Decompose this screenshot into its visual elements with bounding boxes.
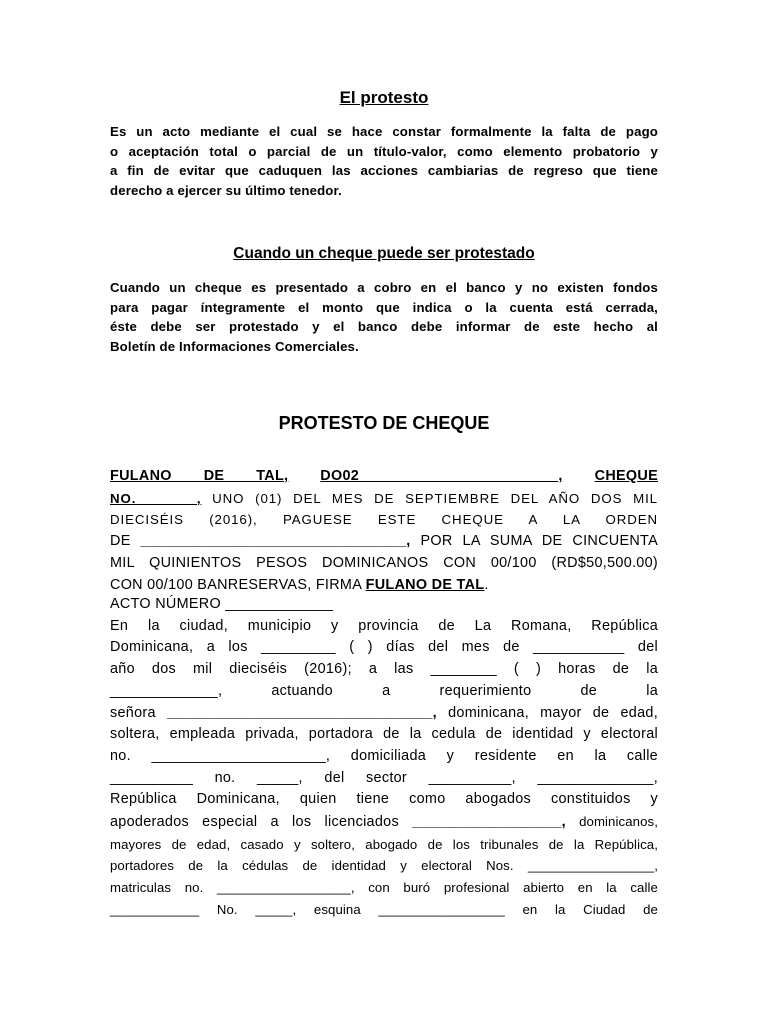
paragraph-line: mayores de edad, casado y soltero, abogado de los tribunales de la República, (110, 836, 658, 852)
paragraph-line: éste debe ser protestado y el banco debe informar de este hecho al (110, 319, 658, 335)
cheque-number: NO. ______, (110, 490, 202, 506)
cheque-date: UNO (01) DEL MES DE SEPTIEMBRE DEL AÑO DOS MIL (212, 490, 658, 506)
paragraph-line: derecho a ejercer su último tenedor. (110, 183, 342, 199)
paragraph-line (110, 703, 658, 725)
paragraph-line: __________ no. _____, del sector __________, ______________, (110, 769, 658, 786)
senora-label: señora (110, 704, 156, 721)
cheque-label: CHEQUE (594, 468, 658, 484)
payee-blank: ________________________________, (140, 533, 411, 550)
paragraph-line: Dominicana, a los _________ ( ) días del mes de ___________ del (110, 639, 658, 656)
definition-paragraph (110, 122, 658, 201)
lawyers-blank: __________________, (412, 814, 566, 831)
paragraph-line (110, 466, 658, 488)
bank-signature-prefix: CON 00/100 BANRESERVAS, FIRMA (110, 576, 362, 593)
signer-name: FULANO DE TAL (365, 576, 485, 593)
drawer-name: FULANO DE TAL, (110, 468, 289, 484)
paragraph-line (110, 488, 658, 510)
acto-number-line: ACTO NÚMERO _____________ (110, 596, 334, 612)
paragraph-line (110, 575, 658, 597)
paragraph-line: o aceptación total o parcial de un título-valor, como elemento probatorio y (110, 143, 658, 159)
account-number: DO02________________________, (320, 468, 563, 484)
acto-paragraph (110, 594, 658, 921)
cheque-protest-paragraph (110, 278, 658, 357)
paragraph-line (110, 531, 658, 553)
paragraph-line: para pagar íntegramente el monto que indica o la cuenta está cerrada, (110, 299, 658, 315)
paragraph-line: República Dominicana, quien tiene como abogados constituidos y (110, 791, 658, 808)
section-title-protesto-de-cheque: PROTESTO DE CHEQUE (278, 413, 490, 433)
paragraph-line: _____________, actuando a requerimiento de la (110, 682, 658, 699)
section-title-cheque-protestado: Cuando un cheque puede ser protestado (233, 245, 535, 262)
paragraph-line: a fin de evitar que caduquen las acciones cambiarias de regreso que tiene (110, 163, 658, 179)
cheque-details-paragraph (110, 466, 658, 596)
paragraph-line: Cuando un cheque es presentado a cobro en el banco y no existen fondos (110, 280, 658, 295)
paragraph-line: Boletín de Informaciones Comerciales. (110, 339, 359, 355)
section-title-el-protesto: El protesto (339, 88, 429, 107)
senora-blank: ________________________________, (166, 704, 437, 721)
paragraph-line: ____________ No. _____, esquina _________________ en la Ciudad de (110, 901, 658, 917)
paragraph-line (110, 811, 658, 834)
paragraph-line: año dos mil dieciséis (2016); a las ________ ( ) horas de la (110, 661, 658, 678)
paragraph-line: matriculas no. __________________, con buró profesional abierto en la calle (110, 880, 658, 896)
paragraph-line: En la ciudad, municipio y provincia de La Romana, República (110, 617, 658, 634)
paragraph-line: DIECISÉIS (2016), PAGUESE ESTE CHEQUE A LA ORDEN (110, 512, 658, 528)
paragraph-line: portadores de la cédulas de identidad y electoral Nos. _________________, (110, 858, 658, 874)
payee-prefix: DE (110, 533, 131, 550)
amount-prefix: POR LA SUMA DE CINCUENTA (420, 533, 658, 550)
paragraph-line: no. _____________________, domiciliada y residente en la calle (110, 747, 658, 764)
paragraph-line: MIL QUINIENTOS PESOS DOMINICANOS CON 00/100 (RD$50,500.00) (110, 554, 658, 571)
paragraph-line: soltera, empleada privada, portadora de la cedula de identidad y electoral (110, 726, 658, 743)
lawyers-nationality: dominicanos, (579, 814, 658, 830)
senora-description: dominicana, mayor de edad, (448, 704, 658, 721)
lawyers-prefix: apoderados especial a los licenciados (110, 814, 399, 831)
paragraph-line: Es un acto mediante el cual se hace constar formalmente la falta de pago (110, 124, 658, 139)
period: . (484, 576, 489, 593)
